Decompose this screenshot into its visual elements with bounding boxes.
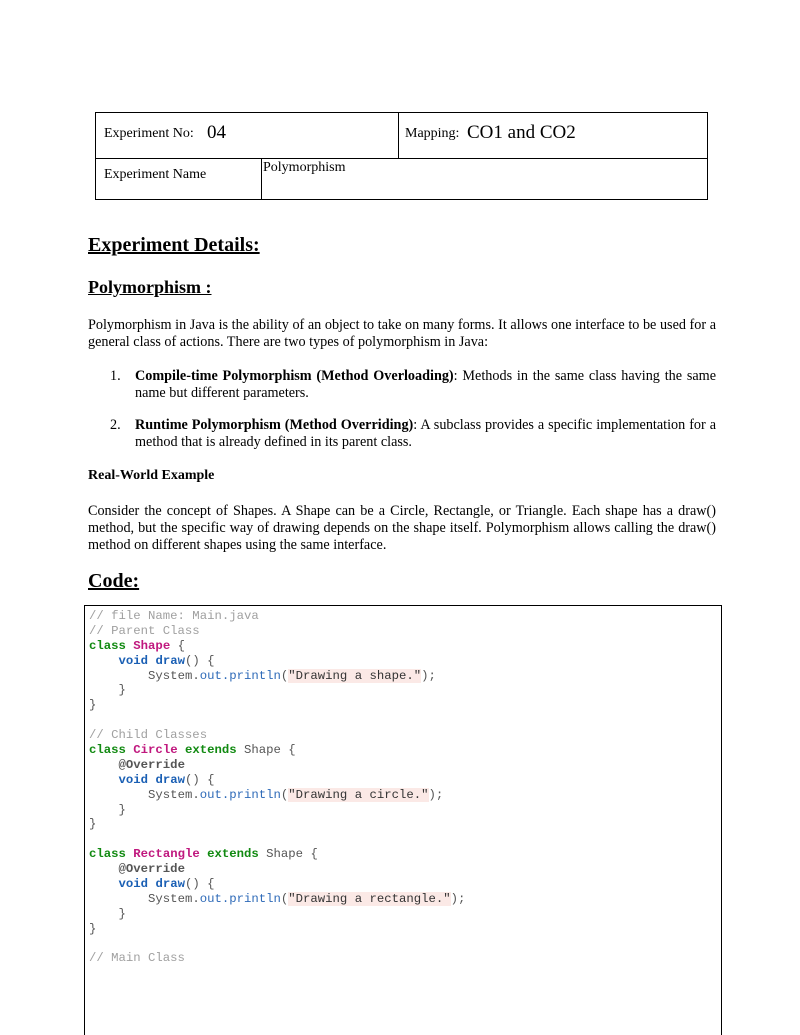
code-line: class Circle extends Shape { [89,743,296,758]
experiment-no-label: Experiment No: [104,126,194,141]
mapping-label: Mapping: [405,126,460,141]
code-line: class Shape { [89,638,185,653]
header-row-2 [96,158,707,199]
list-title: Runtime Polymorphism (Method Overriding) [135,417,414,433]
code-line [89,832,465,847]
example-paragraph: Consider the concept of Shapes. A Shape can be a Circle, Rectangle, or Triangle. Each shape has a draw() method, but the specific way of drawing depends on the shape itself. Polymorphism allows calling the draw() method on different shapes using the same interface. [88,503,716,553]
code-line: } [89,906,126,921]
code-line: void draw() { [118,772,215,787]
code-line: @Override [118,862,185,877]
code-line: } [89,802,126,817]
header-divider [261,158,262,199]
code-line: void draw() { [118,653,215,668]
code-line: class Rectangle extends Shape { [89,847,318,862]
code-line: } [89,698,97,713]
code-line: System.out.println("Drawing a shape."); [148,668,436,683]
code-heading: Code: [88,570,140,592]
code-content [89,609,465,966]
list-text [135,417,716,451]
code-line [89,713,465,728]
real-world-example-heading: Real-World Example [88,468,215,483]
code-line: @Override [118,757,185,772]
list-number: 1. [110,368,121,384]
experiment-header-table [95,112,708,200]
code-line: System.out.println("Drawing a circle."); [148,787,444,802]
list-title: Compile-time Polymorphism (Method Overloading) [135,368,454,384]
code-line: // Parent Class [89,623,200,638]
header-divider [398,113,399,158]
polymorphism-heading: Polymorphism : [88,277,212,297]
list-text [135,368,716,402]
code-line: } [89,683,126,698]
code-line: // Main Class [89,951,185,966]
code-block [84,605,722,1035]
mapping-value: CO1 and CO2 [467,122,576,143]
experiment-no-value: 04 [207,122,226,143]
intro-paragraph: Polymorphism in Java is the ability of an object to take on many forms. It allows one interface to be used for a general class of actions. There are two types of polymorphism in Java: [88,317,716,350]
experiment-name-label: Experiment Name [104,167,207,182]
list-desc: : Methods in the same class having the same name but different parameters. [135,368,716,401]
code-line: // Child Classes [89,728,208,743]
code-line: void draw() { [118,877,215,892]
code-line: // file Name: Main.java [89,609,259,623]
experiment-details-heading: Experiment Details: [88,234,260,256]
code-line [89,937,465,952]
list-number: 2. [110,417,121,433]
header-row-1 [96,113,707,159]
code-line: } [89,817,97,832]
experiment-name-value: Polymorphism [263,160,346,175]
code-line: System.out.println("Drawing a rectangle."); [148,891,466,906]
code-line: } [89,921,97,936]
list-desc: : A subclass provides a specific implementation for a method that is already defined in its parent class. [135,417,716,450]
